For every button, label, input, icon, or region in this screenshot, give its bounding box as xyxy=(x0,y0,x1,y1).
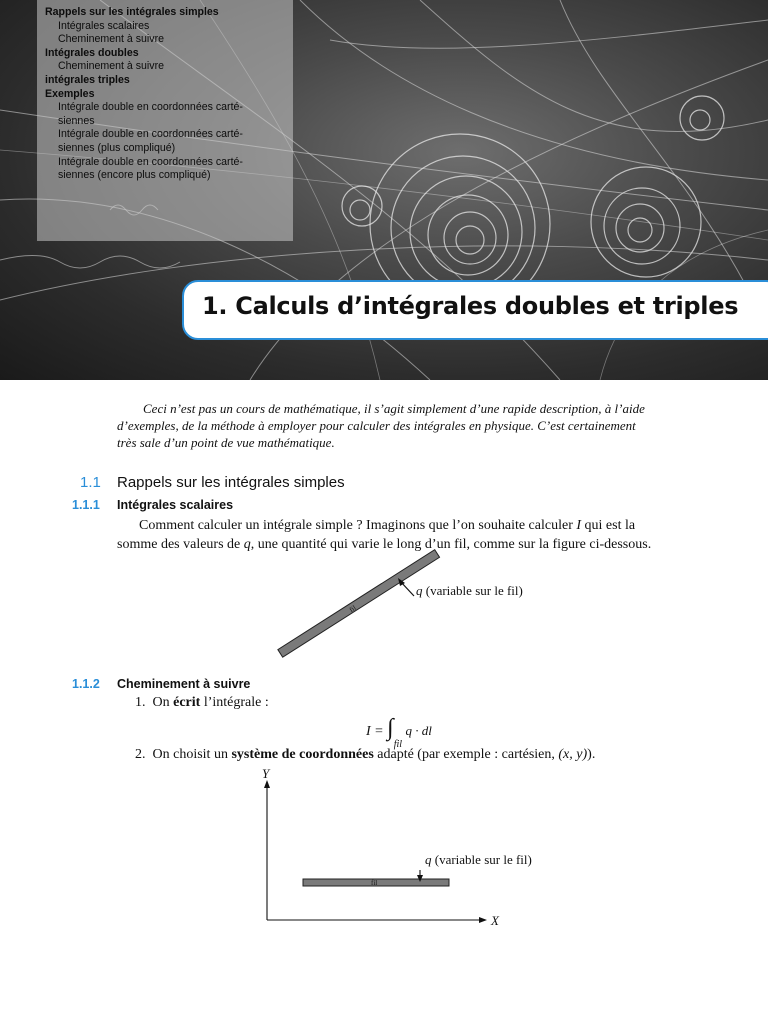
toc-item[interactable]: Intégrales doubles xyxy=(45,46,139,59)
toc-item[interactable]: Cheminement à suivre xyxy=(58,33,164,46)
subsection-number: 1.1.1 xyxy=(72,498,100,512)
caption-text: (variable sur le fil) xyxy=(431,852,532,867)
integrand: q · dl xyxy=(405,723,432,738)
bold-text: système de coordonnées xyxy=(231,747,374,762)
toc-item[interactable]: siennes (plus compliqué) xyxy=(58,141,176,154)
figure-caption xyxy=(425,852,532,868)
chapter-title: 1. Calculs d’intégrales doubles et triples xyxy=(202,292,739,320)
section-number: 1.1 xyxy=(80,474,101,491)
math-variable: q xyxy=(243,537,251,552)
text-run: , une quantité qui varie le long d’un fil, comme sur la figure ci-dessous. xyxy=(250,537,652,552)
math-variable: q xyxy=(416,583,423,598)
caption-text: (variable sur le fil) xyxy=(422,583,523,598)
x-axis-arrow-icon xyxy=(479,917,487,923)
toc-item[interactable]: siennes (encore plus compliqué) xyxy=(58,169,211,182)
abstract: Ceci n’est pas un cours de mathématique, il s’agit simplement d’une rapide description, à l’aide d’exemples, de la méthode à employer pour calculer des intégrales en physique. C’est certainement très sale d’un point de vue mathématique. xyxy=(117,401,645,450)
wire-label: fil xyxy=(371,879,378,887)
text-run: On xyxy=(152,695,174,710)
toc-item[interactable]: Rappels sur les intégrales simples xyxy=(45,6,219,18)
toc-item[interactable]: Cheminement à suivre xyxy=(58,60,164,73)
toc-item[interactable]: Intégrale double en coordonnées carté- xyxy=(58,101,243,114)
toc-item[interactable]: Intégrales scalaires xyxy=(58,19,150,32)
toc-item[interactable]: Intégrale double en coordonnées carté- xyxy=(58,155,243,168)
bold-text: écrit xyxy=(173,695,201,710)
subsection-title: Intégrales scalaires xyxy=(117,498,234,512)
section-title: Rappels sur les intégrales simples xyxy=(117,474,345,491)
subsection-number: 1.1.2 xyxy=(72,677,100,691)
subsection-heading xyxy=(72,498,233,512)
text-run: qui est la somme des valeurs de xyxy=(117,518,636,552)
equation xyxy=(366,709,432,750)
text-run: On choisit un xyxy=(152,747,232,762)
toc-item[interactable]: intégrales triples xyxy=(45,73,130,86)
y-axis-label: Y xyxy=(262,766,270,781)
integral-subscript: fil xyxy=(393,739,403,750)
math-variable: q xyxy=(425,852,432,867)
toc-item[interactable]: Exemples xyxy=(45,87,95,100)
chapter-title-box xyxy=(182,280,768,340)
figure-caption xyxy=(416,583,523,599)
wire-figure xyxy=(270,545,570,665)
integral-sign: ∫ xyxy=(387,715,394,741)
list-item xyxy=(135,695,269,711)
x-axis-label: X xyxy=(491,913,499,928)
toc-item[interactable]: siennes xyxy=(58,114,95,127)
wire-label: fil xyxy=(348,603,358,615)
chapter-banner xyxy=(0,0,768,380)
text-run: ). xyxy=(587,747,596,762)
math-expression: (x, y) xyxy=(558,747,588,762)
text-run: Comment calculer un intégrale simple ? Imaginons que l’on souhaite calculer xyxy=(139,518,577,533)
equation-lhs: I = xyxy=(366,724,384,739)
text-run: l’intégrale : xyxy=(200,695,269,710)
list-item xyxy=(135,747,595,763)
toc-item[interactable]: Intégrale double en coordonnées carté- xyxy=(58,128,243,141)
table-of-contents xyxy=(37,0,293,241)
section-heading xyxy=(80,474,345,491)
subsection-heading xyxy=(72,677,250,691)
coordinates-figure xyxy=(255,766,515,934)
subsection-title: Cheminement à suivre xyxy=(117,677,251,691)
math-variable: I xyxy=(576,518,582,533)
list-number: 1. xyxy=(135,695,146,710)
list-number: 2. xyxy=(135,747,146,762)
wire-shape xyxy=(278,550,440,658)
text-run: adapté (par exemple : cartésien, xyxy=(373,747,559,762)
y-axis-arrow-icon xyxy=(264,780,270,788)
